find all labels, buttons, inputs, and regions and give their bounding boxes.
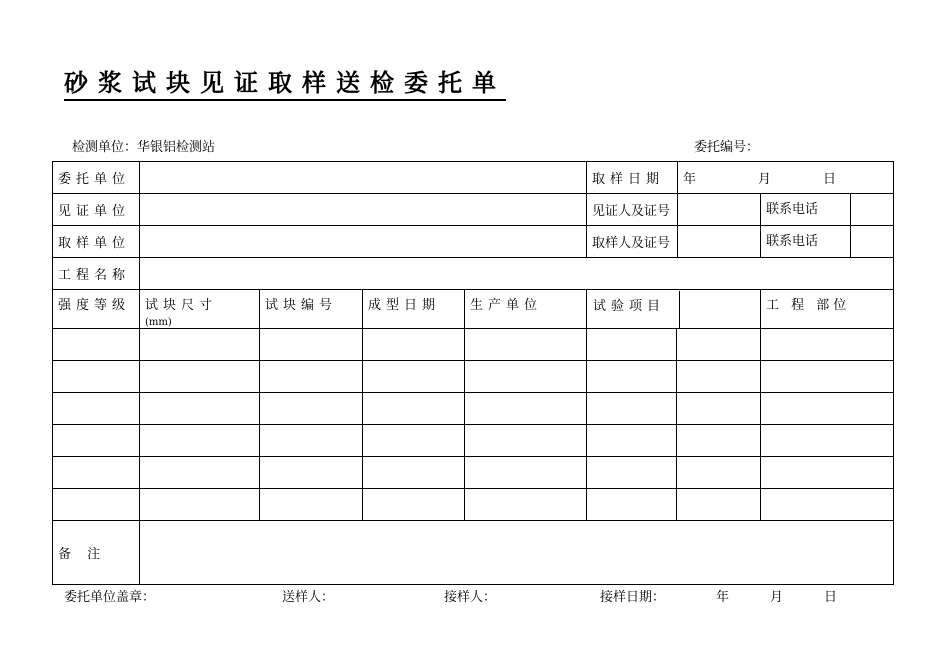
sampling-date-field[interactable] — [678, 162, 894, 194]
client-unit-label: 委托单位 — [53, 162, 140, 194]
col-specimen-size-label: 试块尺寸 — [145, 298, 218, 313]
table-row — [53, 393, 894, 425]
witness-phone-field[interactable] — [851, 194, 893, 225]
receive-date-label: 接样日期： — [600, 590, 666, 605]
table-row — [53, 361, 894, 393]
row-remarks — [53, 521, 894, 585]
project-name-field[interactable] — [140, 258, 894, 290]
entrust-form-table — [52, 161, 894, 585]
witness-phone-label: 联系电话 — [761, 194, 851, 225]
receive-date-day: 日 — [824, 590, 838, 605]
remarks-field[interactable] — [140, 521, 894, 585]
witness-unit-field[interactable] — [140, 194, 587, 226]
client-seal-label: 委托单位盖章： — [64, 590, 156, 605]
table-row — [53, 425, 894, 457]
sampling-date-month: 月 — [758, 172, 772, 187]
table-row — [53, 457, 894, 489]
sampling-date-label: 取样日期 — [587, 162, 678, 194]
col-manufacturer: 生产单位 — [465, 290, 587, 329]
witness-cert-label: 见证人及证号 — [587, 194, 678, 226]
receive-date-month: 月 — [770, 590, 784, 605]
sampler-cert-label: 取样人及证号 — [587, 226, 678, 258]
form-title: 砂浆试块见证取样送检委托单 — [64, 68, 506, 101]
row-client-unit — [53, 162, 894, 194]
col-forming-date: 成型日期 — [363, 290, 465, 329]
entrust-number-label: 委托编号： — [694, 140, 760, 155]
col-specimen-size-unit: (mm) — [145, 317, 172, 328]
col-test-items: 试验项目 — [587, 291, 680, 328]
remarks-label: 备 注 — [53, 521, 140, 585]
client-unit-field[interactable] — [140, 162, 587, 194]
receive-date-year: 年 — [716, 590, 730, 605]
witness-unit-label: 见证单位 — [53, 194, 140, 226]
sampling-unit-label: 取样单位 — [53, 226, 140, 258]
sampling-date-day: 日 — [823, 172, 837, 187]
table-row — [53, 489, 894, 521]
witness-cert-field[interactable] — [678, 194, 761, 226]
row-witness-unit — [53, 194, 894, 226]
column-header-row — [53, 290, 894, 329]
inspection-unit: 检测单位：华银铝检测站 — [72, 140, 216, 155]
sampler-phone-field[interactable] — [851, 226, 893, 257]
sampler-phone-label: 联系电话 — [761, 226, 851, 257]
sender-label: 送样人： — [282, 590, 335, 605]
sampler-cert-field[interactable] — [678, 226, 761, 258]
sampling-unit-field[interactable] — [140, 226, 587, 258]
row-project-name — [53, 258, 894, 290]
col-specimen-no: 试块编号 — [260, 290, 363, 329]
col-test-items-cell — [587, 290, 761, 329]
col-strength-grade: 强度等级 — [53, 290, 140, 329]
project-name-label: 工程名称 — [53, 258, 140, 290]
table-row — [53, 329, 894, 361]
row-sampling-unit — [53, 226, 894, 258]
col-specimen-size — [140, 290, 260, 329]
sampling-date-year: 年 — [683, 172, 697, 187]
receiver-label: 接样人： — [444, 590, 497, 605]
col-project-part: 工 程 部位 — [761, 290, 894, 329]
